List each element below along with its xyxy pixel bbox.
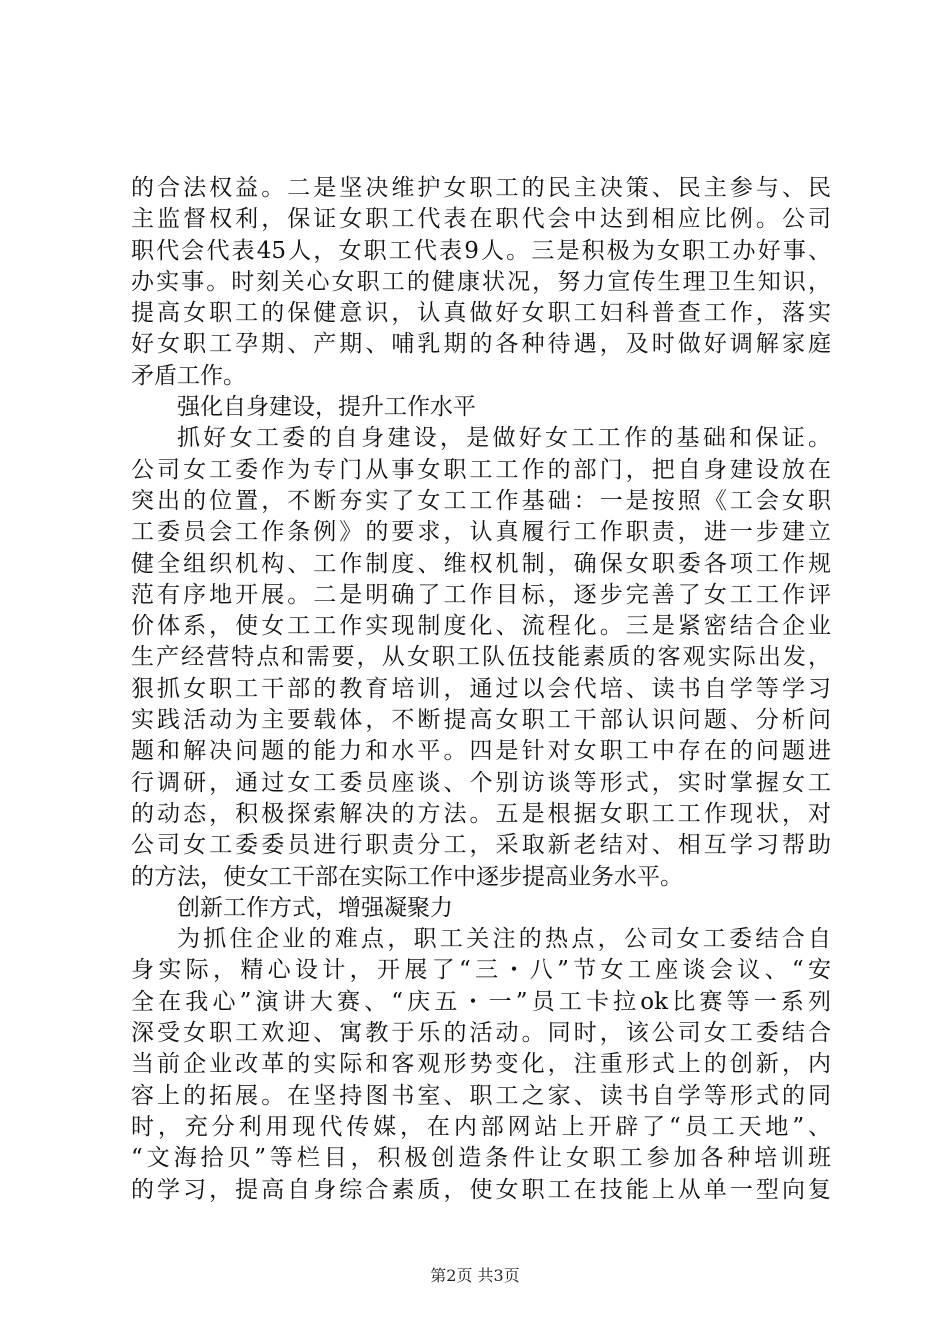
text-line: 深受女职工欢迎、寓教于乐的活动。同时，该公司女工委结合	[131, 1020, 831, 1047]
text-line: “文海拾贝”等栏目，积极创造条件让女职工参加各种培训班	[131, 1145, 831, 1172]
text-line: 范有序地开展。二是明确了工作目标，逐步完善了女工工作评	[131, 581, 831, 608]
text-line: 全在我心”演讲大赛、“庆五・一”员工卡拉ok比赛等一系列	[131, 988, 831, 1015]
text-line: 时，充分利用现代传媒，在内部网站上开辟了“员工天地”、	[131, 1113, 831, 1140]
text-line: 题和解决问题的能力和水平。四是针对女职工中存在的问题进	[131, 738, 831, 765]
text-line: 行调研，通过女工委员座谈、个别访谈等形式，实时掌握女工	[131, 769, 831, 796]
text-line: 健全组织机构、工作制度、维权机制，确保女职委各项工作规	[131, 550, 831, 577]
text-line: 抓好女工委的自身建设，是做好女工工作的基础和保证。	[177, 425, 831, 452]
text-line: 的方法，使女工干部在实际工作中逐步提高业务水平。	[131, 863, 683, 890]
text-line: 的学习，提高自身综合素质，使女职工在技能上从单一型向复	[131, 1176, 831, 1203]
text-line: 工委员会工作条例》的要求，认真履行工作职责，进一步建立	[131, 519, 831, 546]
text-line: 身实际，精心设计，开展了“三・八”节女工座谈会议、“安	[131, 957, 831, 984]
text-line: 职代会代表45人，女职工代表9人。三是积极为女职工办好事、	[131, 237, 831, 264]
document-body	[131, 173, 831, 1206]
text-line: 的合法权益。二是坚决维护女职工的民主决策、民主参与、民	[131, 175, 831, 201]
text-line: 提高女职工的保健意识，认真做好女职工妇科普查工作，落实	[131, 300, 831, 327]
text-line: 的动态，积极探索解决的方法。五是根据女职工工作现状，对	[131, 800, 831, 827]
text-line: 主监督权利，保证女职工代表在职代会中达到相应比例。公司	[131, 206, 831, 233]
page-footer: 第2页 共3页	[430, 1266, 520, 1285]
text-line: 当前企业改革的实际和客观形势变化，注重形式上的创新，内	[131, 1051, 831, 1078]
text-line: 价体系，使女工工作实现制度化、流程化。三是紧密结合企业	[131, 613, 831, 640]
text-line: 容上的拓展。在坚持图书室、职工之家、读书自学等形式的同	[131, 1082, 831, 1109]
text-line: 公司女工委委员进行职责分工，采取新老结对、相互学习帮助	[131, 832, 831, 859]
text-line: 好女职工孕期、产期、哺乳期的各种待遇，及时做好调解家庭	[131, 331, 831, 358]
text-line: 公司女工委作为专门从事女职工工作的部门，把自身建设放在	[131, 456, 831, 483]
text-line: 突出的位置，不断夯实了女工工作基础：一是按照《工会女职	[131, 487, 831, 514]
text-line: 为抓住企业的难点，职工关注的热点，公司女工委结合自	[177, 926, 831, 953]
section-heading: 强化自身建设，提升工作水平	[177, 394, 476, 421]
text-line: 生产经营特点和需要，从女职工队伍技能素质的客观实际出发，	[131, 644, 831, 671]
section-heading: 创新工作方式，增强凝聚力	[177, 894, 453, 921]
text-line: 办实事。时刻关心女职工的健康状况，努力宣传生理卫生知识，	[131, 268, 831, 295]
text-line: 实践活动为主要载体，不断提高女职工干部认识问题、分析问	[131, 707, 831, 734]
text-line: 矛盾工作。	[131, 362, 246, 389]
text-line: 狠抓女职工干部的教育培训，通过以会代培、读书自学等学习	[131, 675, 831, 702]
